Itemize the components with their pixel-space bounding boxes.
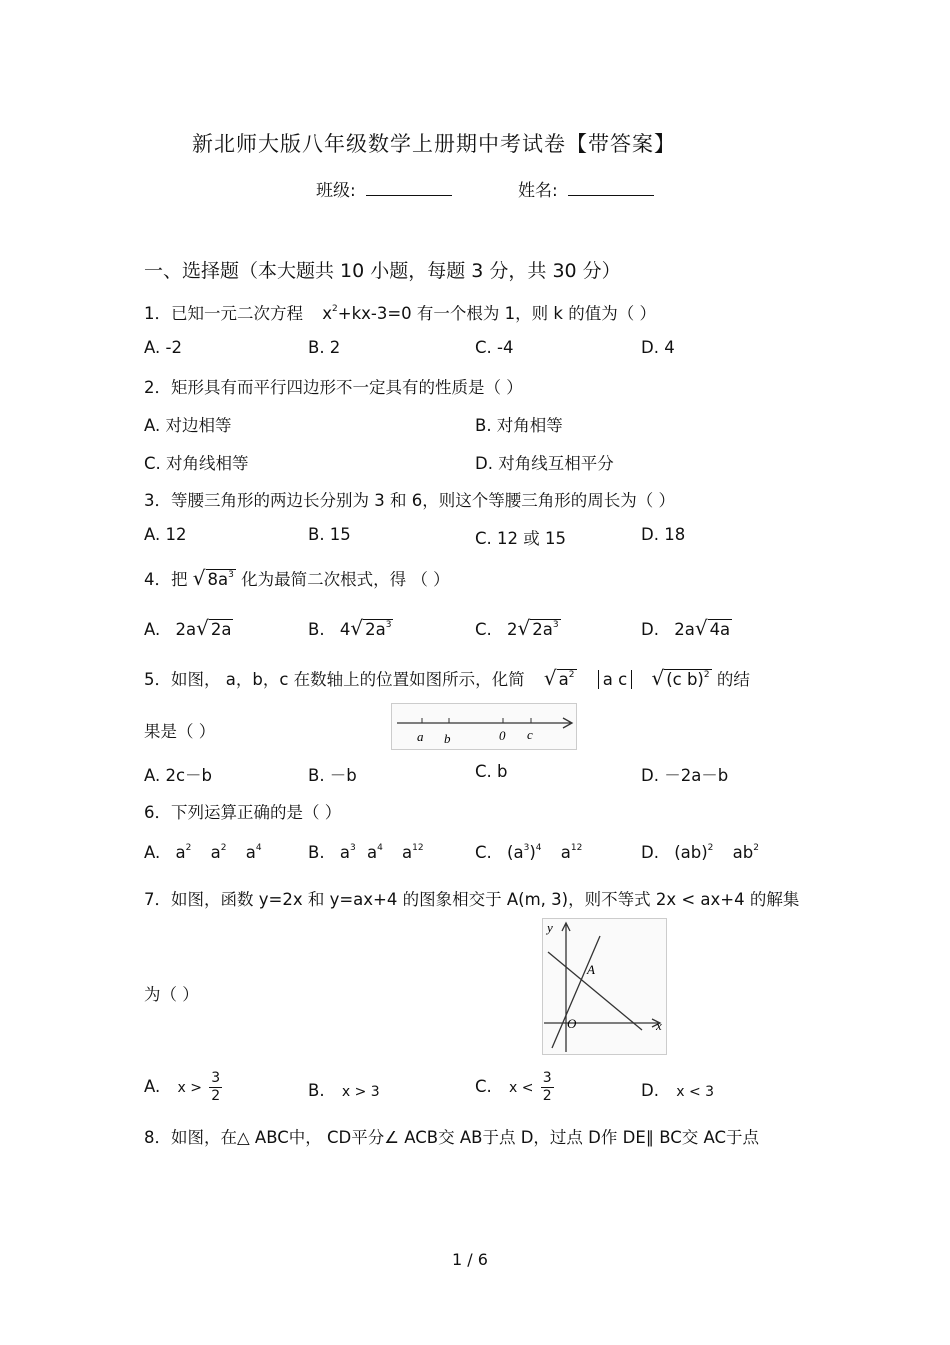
q7-option-c [475, 1070, 556, 1105]
q7-c-fraction [541, 1070, 554, 1105]
q7-c-num: 3 [542, 1070, 552, 1086]
number-line-figure [391, 703, 577, 750]
q1-eq-b: +kx-3=0 [337, 304, 412, 323]
q5-option-d: D. －2a－b [641, 766, 729, 785]
q6-c-s1: 3 [523, 843, 530, 853]
q6-a-s3: 4 [255, 843, 262, 853]
q4-rad-arg: 8a [207, 570, 229, 589]
q4-b-sup: 3 [385, 620, 392, 630]
q5-text-b: 的结 [716, 670, 750, 689]
q1-eq-a: x [322, 304, 333, 323]
sqrt-icon: √ [196, 616, 209, 640]
q3-option-b: B. 15 [308, 525, 351, 544]
q7-d-label: D. [641, 1081, 659, 1100]
q5-rad2-arg: (c b) [666, 670, 704, 689]
q4-d-label: D. [641, 620, 659, 639]
question-6: 6．下列运算正确的是（ ） [144, 803, 342, 822]
q5-rad1-sup: 2 [568, 670, 575, 680]
q1-eq-sup: 2 [332, 304, 338, 314]
axis-label-b: b [444, 731, 451, 746]
class-label: 班级: [316, 181, 356, 201]
graph-label-A: A [587, 962, 595, 977]
q6-b-p1: a [339, 843, 350, 862]
question-5 [144, 666, 750, 690]
q7-a-num: 3 [211, 1070, 221, 1086]
q7-c-den: 2 [542, 1088, 552, 1104]
q5-abs: a c [598, 670, 632, 689]
q4-text-b: 化为最简二次根式，得 （ ） [241, 570, 450, 589]
q4-c-coef: 2 [507, 620, 518, 639]
q4-option-b [308, 616, 393, 640]
function-graph-figure [542, 918, 667, 1055]
q6-b-p3: a [402, 843, 413, 862]
q7-option-d [641, 1081, 714, 1100]
name-field [518, 176, 654, 201]
q6-a-s1: 2 [185, 843, 192, 853]
q1-option-a: A. -2 [144, 338, 182, 357]
q5-radical-1 [544, 666, 577, 690]
sqrt-icon: √ [694, 616, 708, 640]
q7-d-expr: x < 3 [676, 1084, 715, 1100]
q2-option-a: A. 对边相等 [144, 416, 232, 435]
q4-b-label: B. [308, 620, 325, 639]
section-heading: 一、选择题（本大题共 10 小题，每题 3 分，共 30 分） [144, 260, 621, 282]
q7-a-pre: x > [177, 1080, 202, 1096]
q5-text-c: 果是（ ） [144, 722, 216, 741]
q7-a-label: A. [144, 1077, 161, 1096]
question-1 [144, 300, 656, 324]
question-3: 3．等腰三角形的两边长分别为 3 和 6，则这个等腰三角形的周长为（ ） [144, 491, 675, 510]
sqrt-icon: √ [192, 566, 206, 590]
q7-a-den: 2 [211, 1088, 221, 1104]
q6-a-p1: a [175, 843, 186, 862]
q6-c-label: C. [475, 843, 492, 862]
q4-d-arg: 4a [709, 620, 731, 639]
question-7: 7．如图，函数 y=2x 和 y=ax+4 的图象相交于 A(m, 3)，则不等式 2x < ax+4 的解集 [144, 890, 800, 909]
q6-c-p1: (a [507, 843, 524, 862]
q6-c-s2: 4 [535, 843, 542, 853]
q6-b-label: B. [308, 843, 325, 862]
graph-label-O: O [567, 1016, 577, 1031]
page-title: 新北师大版八年级数学上册期中考试卷【带答案】 [192, 132, 676, 156]
q4-radical [193, 566, 236, 590]
graph-label-y: y [547, 920, 553, 935]
q4-text-a: 4．把 [144, 570, 188, 589]
q5-option-c: C. b [475, 762, 508, 781]
q1-option-c: C. -4 [475, 338, 514, 357]
q6-option-c [475, 843, 582, 862]
q4-a-arg: 2a [210, 620, 232, 639]
q6-d-p3: ab [732, 843, 754, 862]
q7-b-label: B. [308, 1081, 325, 1100]
q7-c-pre: x < [509, 1080, 534, 1096]
q2-option-d: D. 对角线互相平分 [475, 454, 614, 473]
q6-option-a [144, 843, 262, 862]
class-blank [366, 179, 452, 196]
q1-option-b: B. 2 [308, 338, 341, 357]
q4-rad-sup: 3 [228, 570, 234, 580]
q6-c-p3: a [560, 843, 571, 862]
q1-text-a: 1．已知一元二次方程 [144, 304, 303, 323]
q6-option-d [641, 843, 759, 862]
q1-option-d: D. 4 [641, 338, 675, 357]
q6-d-s1: 2 [707, 843, 714, 853]
q4-d-coef: 2a [674, 620, 695, 639]
q5-rad2-sup: 2 [703, 670, 710, 680]
class-field [316, 176, 452, 201]
sqrt-icon: √ [651, 666, 665, 690]
q4-b-arg: 2a [365, 620, 386, 639]
q6-a-p3: a [245, 843, 256, 862]
question-2: 2．矩形具有而平行四边形不一定具有的性质是（ ） [144, 378, 523, 397]
question-4 [144, 566, 450, 590]
q1-equation [322, 304, 411, 323]
q6-b-s1: 3 [349, 843, 356, 853]
sqrt-icon: √ [517, 616, 531, 640]
q6-b-s2: 4 [377, 843, 383, 853]
q6-a-s2: 2 [220, 843, 227, 853]
graph-label-x: x [656, 1018, 662, 1033]
q3-option-a: A. 12 [144, 525, 187, 544]
q4-a-coef: 2a [175, 620, 197, 639]
q7-text-b: 为（ ） [144, 985, 199, 1004]
axis-label-a: a [417, 729, 424, 744]
q4-a-label: A. [144, 620, 161, 639]
q7-a-fraction [209, 1070, 222, 1105]
q7-c-label: C. [475, 1077, 492, 1096]
q4-option-d [641, 616, 732, 640]
q5-option-a: A. 2c－b [144, 766, 213, 785]
q5-rad1-arg: a [558, 670, 569, 689]
q6-b-p2: a [366, 843, 378, 862]
q4-c-arg: 2a [532, 620, 553, 639]
q5-option-b: B. －b [308, 766, 357, 785]
q6-c-p2: ) [529, 843, 536, 862]
name-label: 姓名: [518, 181, 558, 201]
q7-option-b [308, 1081, 380, 1100]
axis-label-0: 0 [499, 728, 506, 743]
q6-a-p2: a [210, 843, 221, 862]
q6-d-p1: (ab) [674, 843, 708, 862]
q6-b-s3: 12 [412, 843, 424, 853]
q6-c-s3: 12 [570, 843, 583, 853]
sqrt-icon: √ [350, 616, 364, 640]
q2-option-c: C. 对角线相等 [144, 454, 249, 473]
q4-b-coef: 4 [339, 620, 351, 639]
q7-option-a [144, 1070, 224, 1105]
q7-b-expr: x > 3 [341, 1084, 380, 1100]
q5-radical-2 [651, 666, 711, 690]
sqrt-icon: √ [543, 666, 557, 690]
q6-a-label: A. [144, 843, 161, 862]
graph-frame [543, 919, 667, 1055]
q4-c-label: C. [475, 620, 492, 639]
q1-text-b: 有一个根为 1，则 k 的值为（ ） [416, 304, 656, 323]
q4-option-a [144, 616, 233, 640]
axis-label-c: c [527, 727, 533, 742]
q5-text-a: 5．如图， a，b，c 在数轴上的位置如图所示，化简 [144, 670, 525, 689]
q4-c-sup: 3 [552, 620, 559, 630]
page-number: 1 / 6 [452, 1250, 488, 1269]
name-blank [568, 179, 654, 196]
q3-option-d: D. 18 [641, 525, 686, 544]
question-8: 8．如图，在△ ABC中， CD平分∠ ACB交 AB于点 D，过点 D作 DE∥ BC交 AC于点 [144, 1128, 760, 1147]
q4-option-c [475, 616, 561, 640]
q6-d-s3: 2 [753, 843, 759, 853]
q6-option-b [308, 843, 424, 862]
q3-option-c: C. 12 或 15 [475, 529, 566, 548]
q2-option-b: B. 对角相等 [475, 416, 563, 435]
q6-d-label: D. [641, 843, 659, 862]
